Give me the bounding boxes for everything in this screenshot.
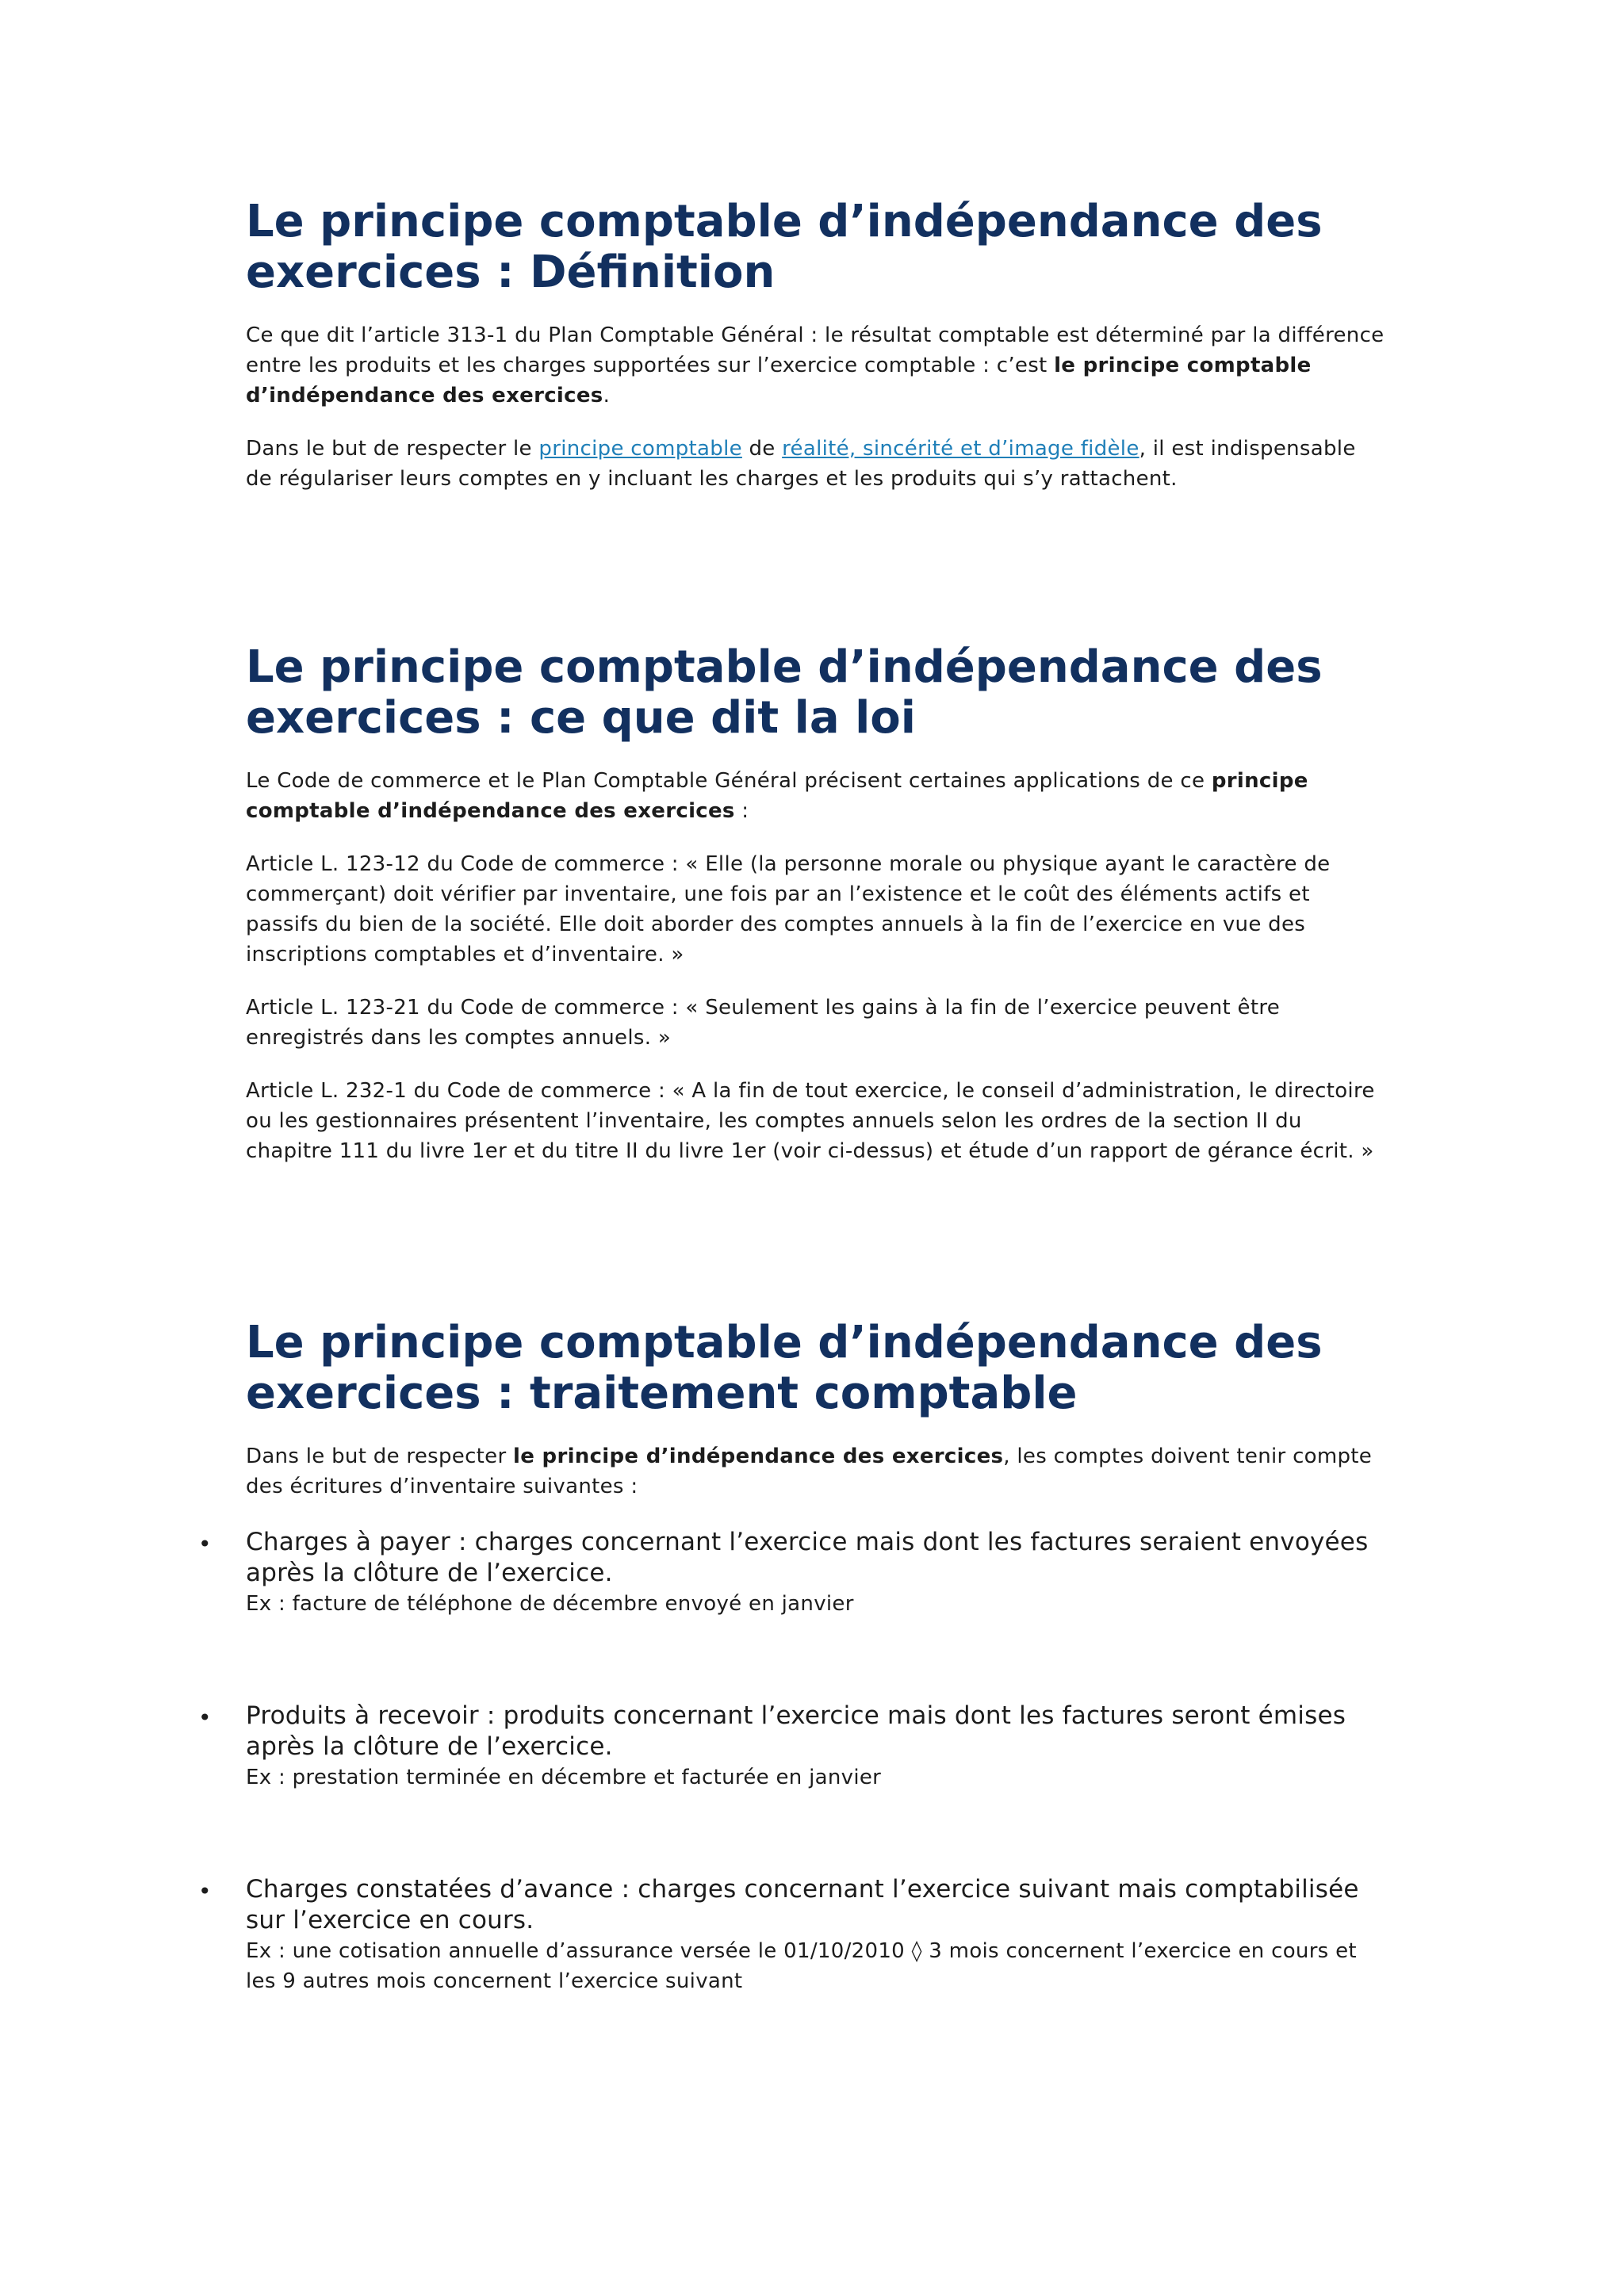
section-title: Le principe comptable d’indépendance des exercices : Définition [246,196,1323,298]
paragraph-text: . [603,384,611,408]
paragraph-text: Ce que dit l’article 313-1 du Plan Comptable Général : le résultat comptable est déterminé par la différence entre les produits et les charges supportées sur l’exercice comptable : c’est [246,323,1385,377]
list-item-example: Ex : une cotisation annuelle d’assurance versée le 01/10/2010 ◊ 3 mois concernent l’exercice en cours et les 9 autres mois concernent l’exercice suivant [246,1939,1357,1993]
article-paragraph: Article L. 232-1 du Code de commerce : « A la fin de tout exercice, le conseil d’administration, le directoire ou les gestionnaires présentent l’inventaire, les comptes annuels selon les ordres de la section II du chapitre 111 du livre 1er et du titre II du livre 1er (voir ci-dessus) et étude d’un rapport de gérance écrit. » [246,1079,1375,1163]
paragraph [246,1441,1388,1502]
list-item [198,1701,1388,1793]
section-traitement [246,1318,1388,1502]
bullet-icon: • [198,1705,212,1731]
section-title: Le principe comptable d’indépendance des exercices : traitement comptable [246,1317,1323,1419]
paragraph-text: de [741,437,783,461]
list-item [198,1527,1388,1619]
list-item-example: Ex : prestation terminée en décembre et facturée en janvier [246,1766,882,1789]
paragraph-text: Dans le but de respecter [246,1445,514,1468]
paragraph-text: : [734,799,749,823]
paragraph [246,434,1388,494]
list-item-text: Produits à recevoir : produits concernant l’exercice mais dont les factures seront émises après la clôture de l’exercice. [246,1701,1346,1761]
bold-text: le principe d’indépendance des exercices [513,1445,1004,1468]
bullet-icon: • [198,1878,212,1904]
bold-text: le principe comptable d’indépendance des exercices [246,354,1312,408]
paragraph [246,766,1388,826]
bold-text: principe comptable d’indépendance des exercices [246,769,1308,823]
link-realite-sincerite[interactable]: réalité, sincérité et d’image fidèle [782,437,1139,461]
list-item-text: Charges constatées d’avance : charges concernant l’exercice suivant mais comptabilisée sur l’exercice en cours. [246,1875,1359,1934]
paragraph-text: Le Code de commerce et le Plan Comptable Général précisent certaines applications de ce [246,769,1212,793]
bullet-icon: • [198,1531,212,1557]
section-definition [246,197,1388,494]
paragraph-text: , il est indispensable de régulariser leurs comptes en y incluant les charges et les produits qui s’y rattachent. [246,437,1356,491]
list-item-example: Ex : facture de téléphone de décembre envoyé en janvier [246,1592,854,1616]
article-paragraph: Article L. 123-21 du Code de commerce : « Seulement les gains à la fin de l’exercice peuvent être enregistrés dans les comptes annuels. » [246,996,1281,1050]
list-item-text: Charges à payer : charges concernant l’exercice mais dont les factures seraient envoyées après la clôture de l’exercice. [246,1528,1369,1587]
paragraph-text: , les comptes doivent tenir compte des écritures d’inventaire suivantes : [246,1445,1373,1498]
paragraph-text: Dans le but de respecter le [246,437,539,461]
section-title: Le principe comptable d’indépendance des exercices : ce que dit la loi [246,641,1323,744]
list-item [198,1874,1388,1996]
link-principe-comptable[interactable]: principe comptable [538,437,742,461]
section-loi [246,642,1388,1166]
article-paragraph: Article L. 123-12 du Code de commerce : « Elle (la personne morale ou physique ayant le caractère de commerçant) doit vérifier par inventaire, une fois par an l’existence et le coût des éléments actifs et passifs du bien de la société. Elle doit aborder des comptes annuels à la fin de l’exercice en vue des inscriptions comptables et d’inventaire. » [246,852,1331,966]
paragraph [246,320,1388,411]
